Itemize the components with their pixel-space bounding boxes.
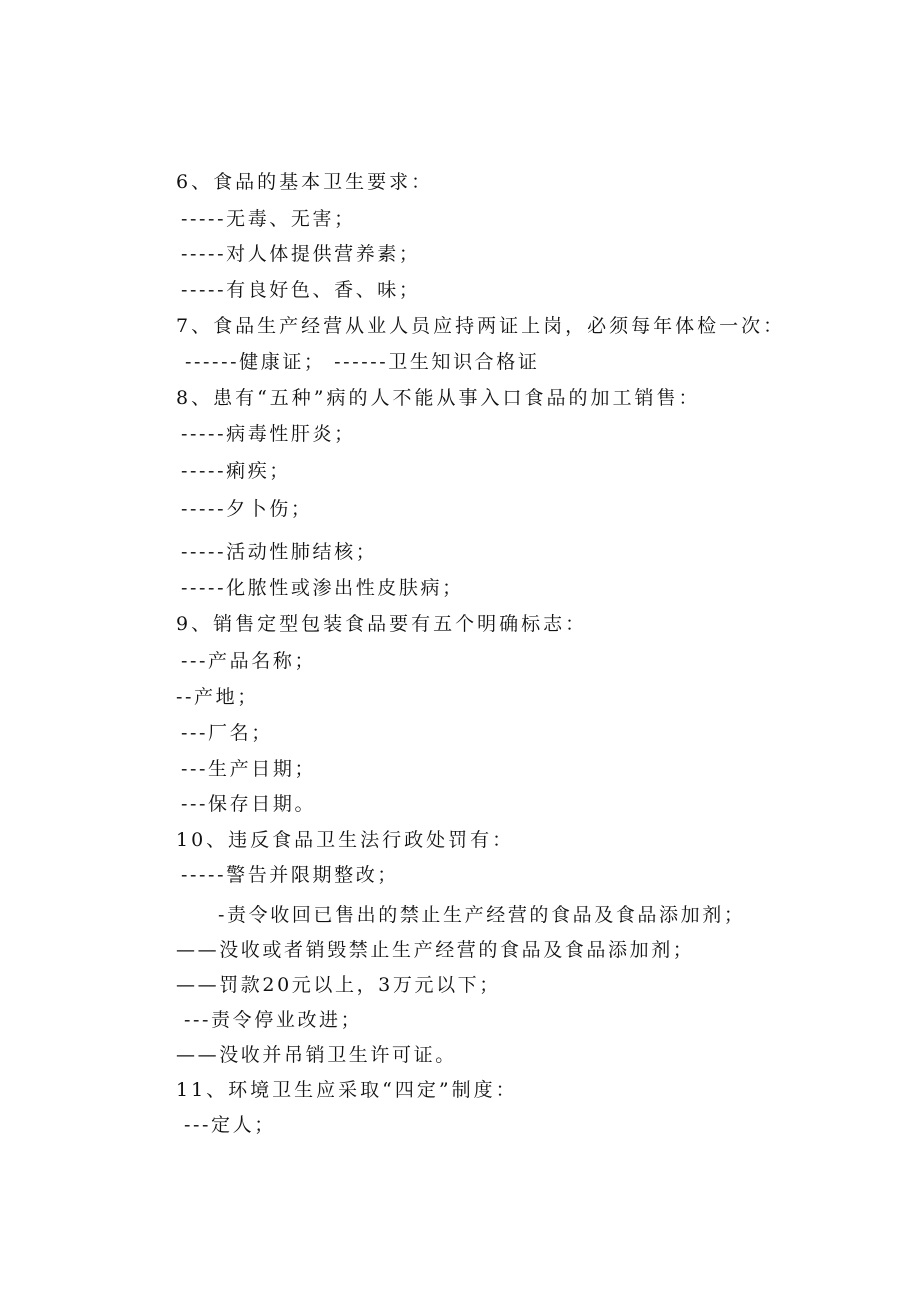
list-item: ---生产日期； xyxy=(181,758,317,780)
heading-8: 8、患有“五种”病的人不能从事入口食品的加工销售： xyxy=(176,387,701,409)
heading-6: 6、食品的基本卫生要求： xyxy=(176,171,434,193)
heading-7: 7、食品生产经营从业人员应持两证上岗，必须每年体检一次： xyxy=(176,315,786,337)
list-item: ——没收或者销毁禁止生产经营的食品及食品添加剂； xyxy=(176,939,695,961)
heading-9: 9、销售定型包装食品要有五个明确标志： xyxy=(176,613,588,635)
heading-11: 11、环境卫生应采取“四定”制度： xyxy=(176,1079,518,1101)
list-item: ——没收并吊销卫生许可证。 xyxy=(176,1044,457,1066)
list-item: ---定人； xyxy=(184,1114,276,1136)
list-item: -----夕卜伤； xyxy=(181,498,313,520)
list-item: ---厂名； xyxy=(181,722,273,744)
list-item: -----病毒性肝炎； xyxy=(181,423,356,445)
list-item: -----有良好色、香、味； xyxy=(181,279,421,301)
list-item: -责令收回已售出的禁止生产经营的食品及食品添加剂； xyxy=(218,904,746,926)
list-item: ------健康证； ------卫生知识合格证 xyxy=(185,351,540,373)
list-item: ---责令停业改进； xyxy=(184,1009,363,1031)
list-item: ---保存日期。 xyxy=(181,793,317,815)
list-item: ——罚款20元以上，3万元以下； xyxy=(176,974,501,996)
list-item: -----无毒、无害； xyxy=(181,208,356,230)
list-item: -----痢疾； xyxy=(181,460,291,482)
list-item: -----化脓性或渗出性皮肤病； xyxy=(181,577,464,599)
list-item: -----对人体提供营养素； xyxy=(181,243,421,265)
list-item: --产地； xyxy=(176,686,259,708)
heading-10: 10、违反食品卫生法行政处罚有： xyxy=(176,829,515,851)
list-item: ---产品名称； xyxy=(181,650,317,672)
list-item: -----活动性肺结核； xyxy=(181,541,378,563)
list-item: -----警告并限期整改； xyxy=(181,864,399,886)
